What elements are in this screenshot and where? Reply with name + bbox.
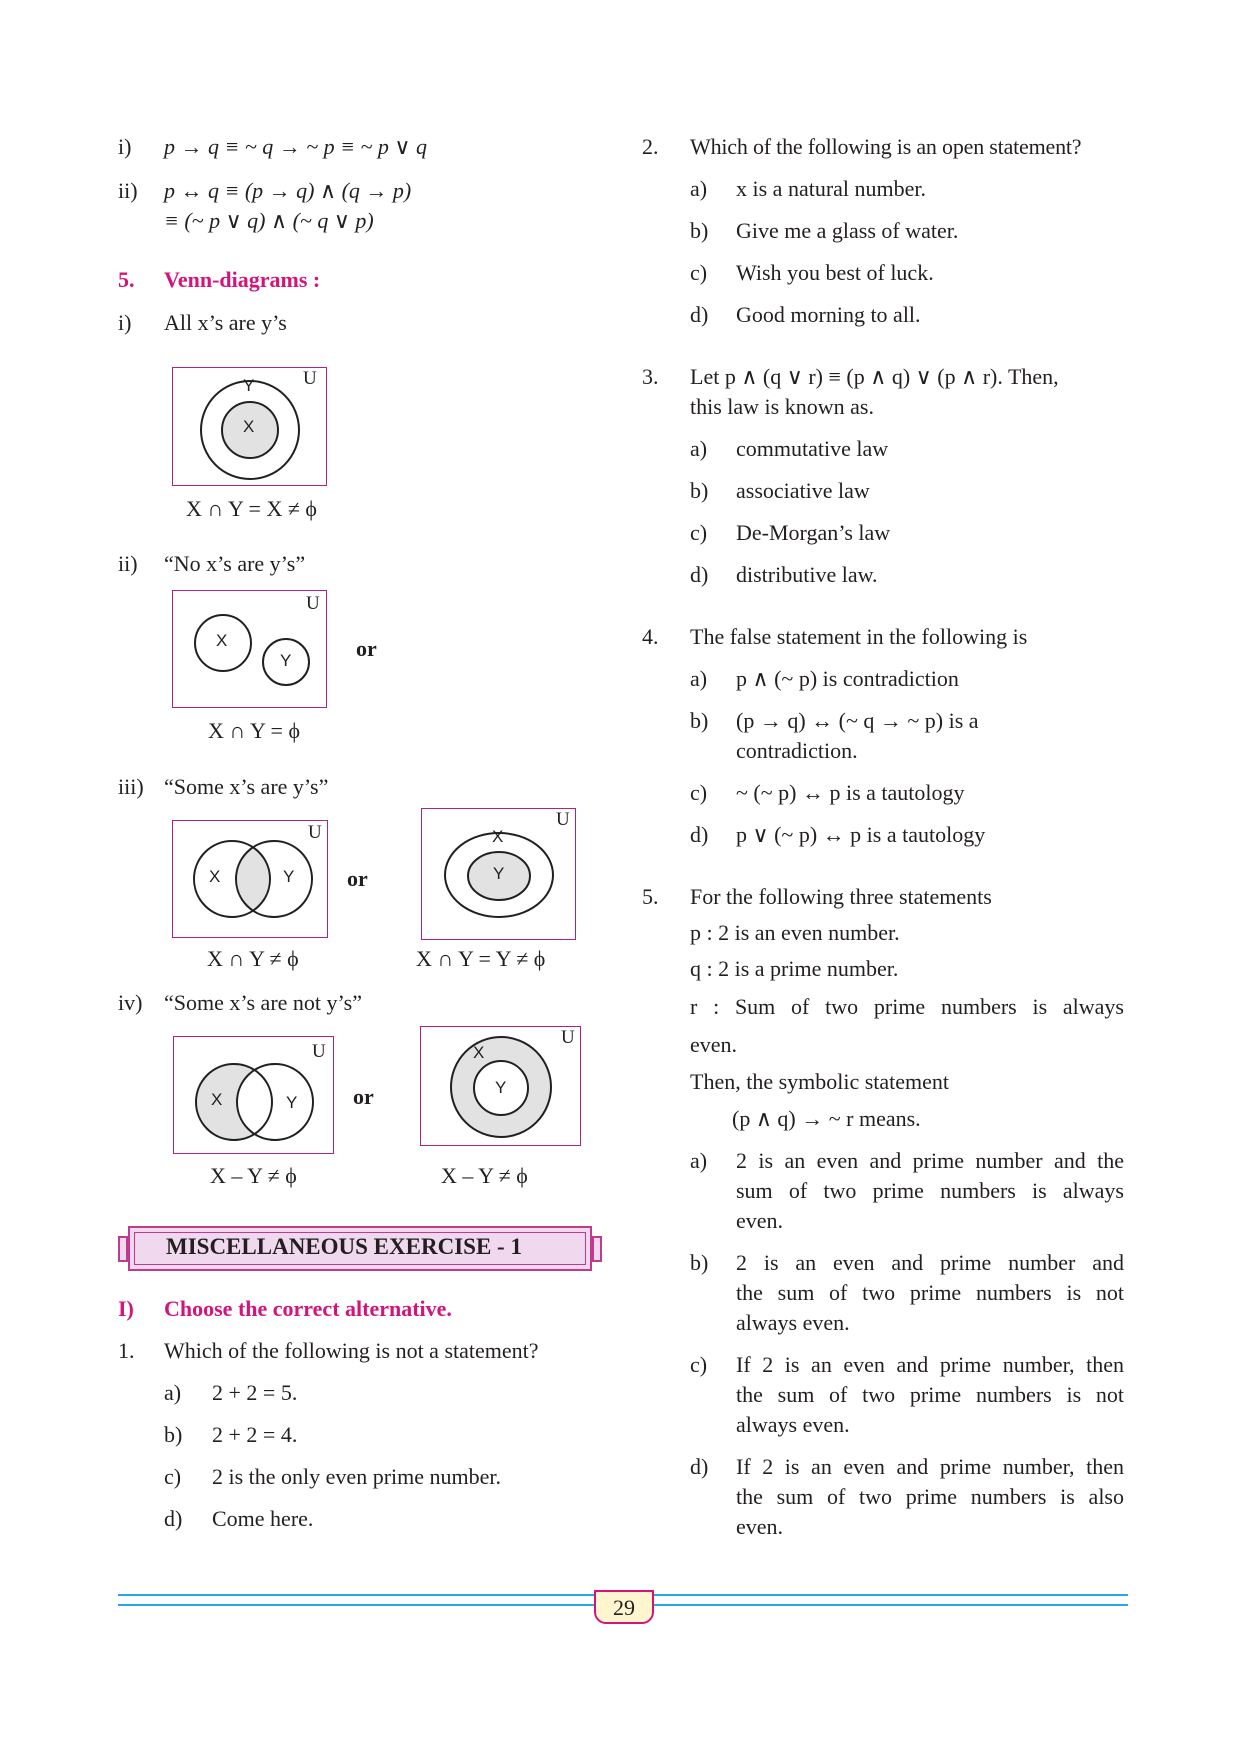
q3-line1: Let p ∧ (q ∨ r) ≡ (p ∧ q) ∨ (p ∧ r). Then, (690, 364, 1059, 389)
u-label: U (308, 822, 322, 843)
venn-ii-num: ii) (118, 551, 138, 576)
venn-iii-caption: X ∩ Y ≠ ϕ (207, 946, 299, 971)
x-label: X (492, 827, 504, 846)
q5-a-label: a) (690, 1148, 708, 1173)
q3-d: distributive law. (736, 562, 878, 587)
misc-exercise-title: MISCELLANEOUS EXERCISE - 1 (166, 1234, 522, 1259)
venn-diagram-none (172, 590, 327, 708)
venn-iv-num: iv) (118, 990, 143, 1015)
q5-a-line1: 2 is an even and prime number and the (736, 1148, 1124, 1173)
y-label: Y (283, 867, 295, 886)
y-label: Y (243, 376, 255, 395)
q3-b: associative law (736, 478, 870, 503)
q1-num: 1. (118, 1338, 135, 1363)
q1-d: Come here. (212, 1506, 314, 1531)
q4-c-label: c) (690, 780, 708, 805)
page-number: 29 (594, 1590, 654, 1624)
q2-num: 2. (642, 134, 659, 159)
venn-iv-caption2: X – Y ≠ ϕ (441, 1163, 528, 1188)
x-label: X (473, 1043, 485, 1062)
y-label: Y (280, 651, 292, 670)
venn-ii-caption: X ∩ Y = ϕ (208, 718, 301, 743)
q1-a: 2 + 2 = 5. (212, 1380, 298, 1405)
q3-num: 3. (642, 364, 659, 389)
venn-heading: Venn-diagrams : (164, 267, 321, 292)
q3-c-label: c) (690, 520, 708, 545)
q4-a-label: a) (690, 666, 708, 691)
q2-d: Good morning to all. (736, 302, 921, 327)
x-label: X (211, 1090, 223, 1109)
y-label: Y (495, 1078, 507, 1097)
y-label: Y (493, 864, 505, 883)
q5-d-line3: even. (736, 1514, 784, 1539)
q1-a-label: a) (164, 1380, 182, 1405)
q4-b: (p → q) ↔ (~ q → ~ p) is a (736, 708, 979, 733)
q4-b-cont: contradiction. (736, 738, 858, 763)
venn-diagram-some-not (173, 1036, 334, 1154)
q5-num: 5. (642, 884, 659, 909)
q4-c: ~ (~ p) ↔ p is a tautology (736, 780, 965, 805)
q5-c-line1: If 2 is an even and prime number, then (736, 1352, 1124, 1377)
q4-b-label: b) (690, 708, 709, 733)
q4-text: The false statement in the following is (690, 624, 1028, 649)
law-i-num: i) (118, 134, 132, 159)
venn-ii-text: “No x’s are y’s” (164, 551, 306, 576)
q1-c-label: c) (164, 1464, 182, 1489)
section-title: Choose the correct alternative. (164, 1296, 452, 1321)
or-label: or (347, 866, 368, 891)
law-i: p → q ≡ ~ q → ~ p ≡ ~ p ∨ q (164, 134, 428, 159)
venn-i-caption: X ∩ Y = X ≠ ϕ (186, 496, 317, 521)
q2-a-label: a) (690, 176, 708, 201)
u-label: U (306, 593, 320, 614)
q3-c: De-Morgan’s law (736, 520, 891, 545)
q5-q: q : 2 is a prime number. (690, 956, 899, 981)
q5-d-line1: If 2 is an even and prime number, then (736, 1454, 1124, 1479)
venn-iv-text: “Some x’s are not y’s” (164, 990, 362, 1015)
u-label: U (312, 1041, 326, 1062)
q5-a-line3: even. (736, 1208, 784, 1233)
q3-d-label: d) (690, 562, 709, 587)
or-label: or (353, 1084, 374, 1109)
x-label: X (216, 631, 228, 650)
q1-text: Which of the following is not a statement? (164, 1338, 539, 1363)
venn-diagram-all (172, 367, 327, 486)
q5-c-line3: always even. (736, 1412, 850, 1437)
q5-b-line2: the sum of two prime numbers is not (736, 1280, 1124, 1305)
q5-a-line2: sum of two prime numbers is always (736, 1178, 1124, 1203)
q3-a: commutative law (736, 436, 889, 461)
q5-r: r : Sum of two prime numbers is always (690, 994, 1124, 1019)
y-label: Y (286, 1093, 298, 1112)
q1-b-label: b) (164, 1422, 183, 1447)
law-ii: p ↔ q ≡ (p → q) ∧ (q → p) (164, 178, 412, 203)
q4-d: p ∨ (~ p) ↔ p is a tautology (736, 822, 986, 847)
venn-i-text: All x’s are y’s (164, 310, 287, 335)
venn-diagram-some (172, 820, 328, 938)
q5-b-line1: 2 is an even and prime number and (736, 1250, 1124, 1275)
venn-iii-num: iii) (118, 774, 144, 799)
q2-c: Wish you best of luck. (736, 260, 934, 285)
venn-i-num: i) (118, 310, 132, 335)
q2-a: x is a natural number. (736, 176, 927, 201)
or-label: or (356, 636, 377, 661)
q5-b-label: b) (690, 1250, 709, 1275)
q3-b-label: b) (690, 478, 709, 503)
q2-b-label: b) (690, 218, 709, 243)
u-label: U (561, 1027, 575, 1048)
q5-b-line3: always even. (736, 1310, 850, 1335)
venn-diagram-superset (420, 1026, 581, 1146)
misc-exercise-banner (118, 1226, 602, 1273)
venn-diagram-subset (421, 808, 576, 940)
q2-c-label: c) (690, 260, 708, 285)
q5-p: p : 2 is an even number. (690, 920, 900, 945)
x-label: X (243, 417, 255, 436)
q1-c: 2 is the only even prime number. (212, 1464, 501, 1489)
q3-a-label: a) (690, 436, 708, 461)
q4-d-label: d) (690, 822, 709, 847)
q5-text: For the following three statements (690, 884, 992, 909)
venn-iii-text: “Some x’s are y’s” (164, 774, 329, 799)
q5-r-cont: even. (690, 1032, 738, 1057)
q3-line2: this law is known as. (690, 394, 874, 419)
section-num: I) (118, 1296, 134, 1321)
q4-a: p ∧ (~ p) is contradiction (736, 666, 959, 691)
u-label: U (303, 368, 317, 389)
q2-text: Which of the following is an open statement? (690, 134, 1082, 159)
x-label: X (209, 867, 221, 886)
venn-iv-caption: X – Y ≠ ϕ (210, 1163, 297, 1188)
q5-d-label: d) (690, 1454, 709, 1479)
q5-then: Then, the symbolic statement (690, 1069, 950, 1094)
law-ii-num: ii) (118, 178, 138, 203)
q5-symbolic: (p ∧ q) → ~ r means. (732, 1106, 921, 1131)
q2-d-label: d) (690, 302, 709, 327)
venn-iii-caption2: X ∩ Y = Y ≠ ϕ (416, 946, 546, 971)
law-ii-cont: ≡ (~ p ∨ q) ∧ (~ q ∨ p) (164, 208, 374, 233)
q5-c-label: c) (690, 1352, 708, 1377)
u-label: U (556, 809, 570, 830)
q4-num: 4. (642, 624, 659, 649)
q5-d-line2: the sum of two prime numbers is also (736, 1484, 1124, 1509)
q2-b: Give me a glass of water. (736, 218, 959, 243)
venn-heading-num: 5. (118, 267, 135, 292)
q5-c-line2: the sum of two prime numbers is not (736, 1382, 1124, 1407)
q1-d-label: d) (164, 1506, 183, 1531)
q1-b: 2 + 2 = 4. (212, 1422, 298, 1447)
